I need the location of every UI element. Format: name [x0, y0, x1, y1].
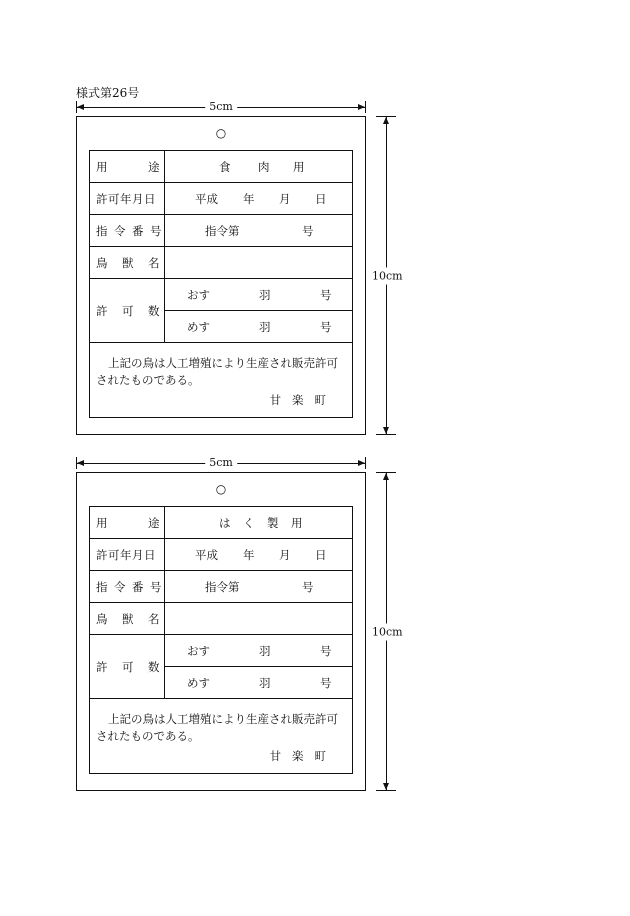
hole-mark: ○	[215, 126, 227, 140]
count-female: めす 羽 号	[165, 667, 353, 699]
row-date	[90, 183, 352, 215]
tag-taxidermy	[76, 472, 366, 791]
tag-inner-box	[89, 506, 353, 774]
species-label: 鳥 獣 名	[90, 603, 165, 635]
height-label: 10cm	[372, 625, 403, 638]
count-male: おす 羽 号	[165, 279, 353, 311]
date-label: 許可年月日	[90, 539, 165, 571]
height-dimension	[372, 116, 406, 435]
row-purpose	[90, 151, 352, 183]
purpose-value: は く 製 用	[165, 507, 353, 539]
species-value	[165, 247, 353, 279]
row-count-male	[90, 635, 352, 667]
count-female: めす 羽 号	[165, 311, 353, 343]
width-label: 5cm	[205, 456, 237, 469]
designation-label: 指 令 番 号	[90, 215, 165, 247]
note-line-1: 上記の鳥は人工増殖により生産され販売許可	[108, 356, 338, 370]
date-label: 許可年月日	[90, 183, 165, 215]
tag-table	[90, 151, 352, 343]
issuer: 甘 楽 町	[269, 393, 326, 407]
note-line-2: されたものである。	[96, 373, 200, 387]
purpose-label: 用 途	[90, 507, 165, 539]
row-species	[90, 603, 352, 635]
note-line-2: されたものである。	[96, 729, 200, 743]
note-line-1: 上記の鳥は人工増殖により生産され販売許可	[108, 712, 338, 726]
designation-value: 指令第 号	[165, 215, 353, 247]
count-label: 許 可 数	[90, 279, 165, 343]
row-date	[90, 539, 352, 571]
certification-note	[90, 699, 352, 765]
purpose-label: 用 途	[90, 151, 165, 183]
width-dimension	[76, 101, 366, 113]
tag-meat	[76, 116, 366, 435]
tag-table	[90, 507, 352, 699]
issuer: 甘 楽 町	[269, 749, 326, 763]
count-label: 許 可 数	[90, 635, 165, 699]
row-purpose	[90, 507, 352, 539]
species-label: 鳥 獣 名	[90, 247, 165, 279]
designation-value: 指令第 号	[165, 571, 353, 603]
species-value	[165, 603, 353, 635]
form-number: 様式第26号	[76, 86, 140, 100]
purpose-value: 食 肉 用	[165, 151, 353, 183]
row-designation	[90, 215, 352, 247]
row-species	[90, 247, 352, 279]
width-dimension	[76, 457, 366, 469]
date-value: 平成 年 月 日	[165, 183, 353, 215]
tag-inner-box	[89, 150, 353, 418]
designation-label: 指 令 番 号	[90, 571, 165, 603]
height-dimension	[372, 472, 406, 791]
width-label: 5cm	[205, 100, 237, 113]
height-label: 10cm	[372, 269, 403, 282]
row-count-male	[90, 279, 352, 311]
hole-mark: ○	[215, 482, 227, 496]
certification-note	[90, 343, 352, 409]
count-male: おす 羽 号	[165, 635, 353, 667]
row-designation	[90, 571, 352, 603]
date-value: 平成 年 月 日	[165, 539, 353, 571]
